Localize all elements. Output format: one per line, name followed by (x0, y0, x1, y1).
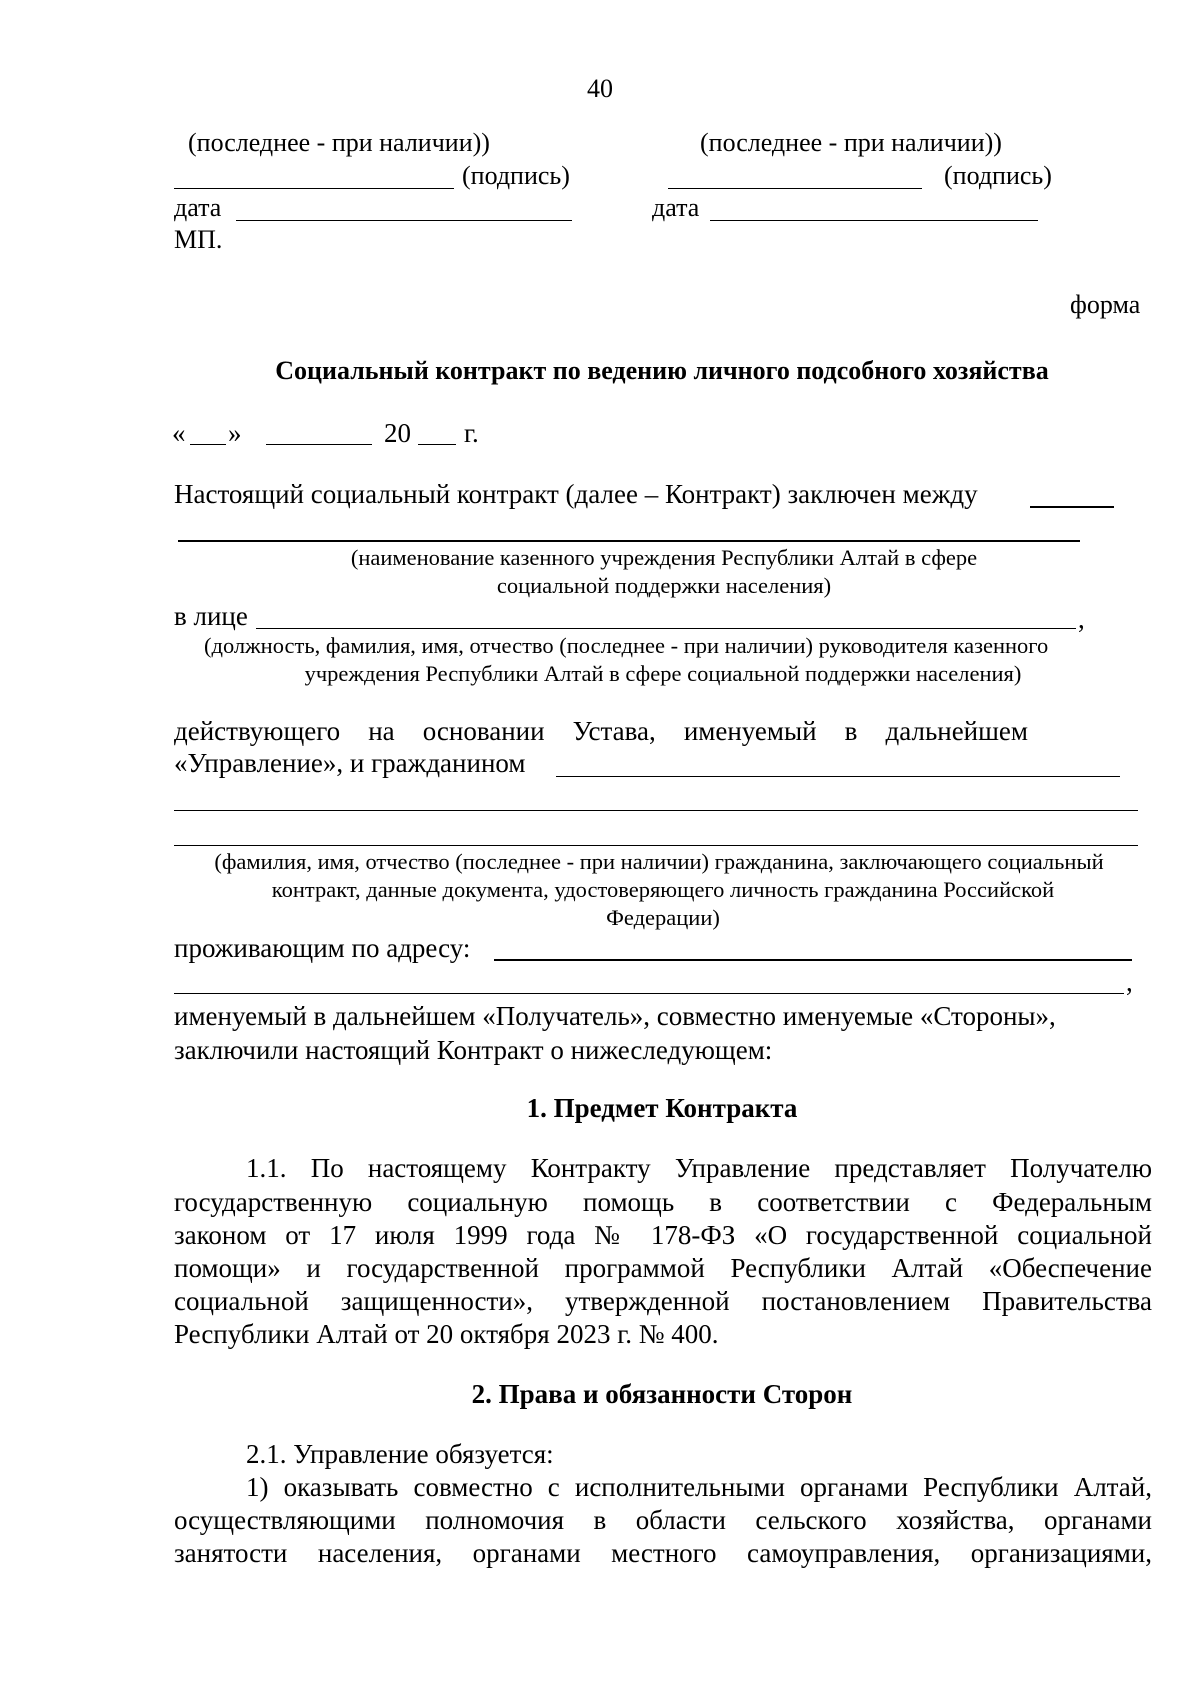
hint-3-line-1: (фамилия, имя, отчество (последнее - при наличии) гражданина, заключающего социальный (214, 849, 1104, 874)
right-date-label: дата (652, 193, 700, 222)
left-date-line (236, 220, 572, 221)
right-date-line (710, 220, 1038, 221)
hint-1-line-2: социальной поддержки населения) (496, 573, 832, 598)
form-label: форма (1070, 290, 1141, 319)
item-2-1: 2.1. Управление обязуется: (246, 1439, 554, 1469)
date-open-quote: « (172, 418, 186, 448)
named-line-2: заключили настоящий Контракт о нижеследующем: (174, 1035, 773, 1065)
hint-2-line-1: (должность, фамилия, имя, отчество (последнее - при наличии) руководителя казенного (204, 633, 1049, 658)
hint-2-line-2: учреждения Республики Алтай в сфере социальной поддержки населения) (304, 661, 1022, 686)
left-name-hint: (последнее - при наличии)) (188, 128, 490, 157)
year-line (418, 444, 456, 445)
citizen-line-1 (556, 776, 1120, 777)
date-close-quote: » (228, 418, 242, 448)
hint-3-line-3: Федерации) (606, 905, 720, 930)
document-title: Социальный контракт по ведению личного подсобного хозяйства (275, 356, 1049, 385)
section-2-heading: 2. Права и обязанности Сторон (471, 1379, 853, 1409)
right-name-hint: (последнее - при наличии)) (700, 128, 1002, 157)
left-date-label: дата (174, 193, 222, 222)
section-1-line-1: 1.1. По настоящему Контракту Управление представляет Получателю (246, 1153, 1152, 1183)
in-person-label: в лице (174, 601, 248, 631)
citizen-line-2 (174, 810, 1138, 811)
address-line-2 (174, 993, 1124, 994)
seal-label: МП. (174, 225, 223, 254)
hint-1-line-1: (наименование казенного учреждения Республики Алтай в сфере (350, 545, 978, 570)
right-sign-label: (подпись) (944, 161, 1052, 190)
page-number: 40 (587, 74, 613, 103)
day-line (190, 444, 226, 445)
section-1-line-3: законом от 17 июля 1999 года № 178-ФЗ «О государственной социальной (174, 1220, 1152, 1250)
section-1-line-4: помощи» и государственной программой Республики Алтай «Обеспечение (174, 1253, 1152, 1283)
named-line-1: именуемый в дальнейшем «Получатель», совместно именуемые «Стороны», (174, 1001, 1056, 1031)
item-1-line-3: занятости населения, органами местного самоуправления, организациями, (174, 1538, 1152, 1568)
year-suffix: г. (464, 418, 479, 448)
section-1-heading: 1. Предмет Контракта (526, 1093, 798, 1123)
left-sign-label: (подпись) (462, 161, 570, 190)
intro-fill-line-1 (1030, 506, 1114, 508)
address-comma: , (1126, 967, 1133, 997)
intro-fill-line-2 (178, 540, 1080, 542)
section-1-line-5: социальной защищенности», утвержденной постановлением Правительства (174, 1286, 1152, 1316)
left-signature-line (174, 188, 454, 189)
acting-line-2: «Управление», и гражданином (174, 748, 526, 778)
section-1-line-2: государственную социальную помощь в соответствии с Федеральным (174, 1187, 1152, 1217)
hint-3-line-2: контракт, данные документа, удостоверяющего личность гражданина Российской (271, 877, 1055, 902)
address-label: проживающим по адресу: (174, 933, 471, 963)
item-1-line-1: 1) оказывать совместно с исполнительными органами Республики Алтай, (246, 1472, 1152, 1502)
section-1-line-6: Республики Алтай от 20 октября 2023 г. № 400. (174, 1319, 719, 1349)
acting-line-1: действующего на основании Устава, именуемый в дальнейшем (174, 716, 1028, 746)
address-line-1 (494, 959, 1132, 961)
citizen-line-3 (174, 845, 1138, 846)
month-line (266, 444, 372, 445)
right-signature-line (668, 188, 922, 189)
in-person-line (256, 628, 1076, 629)
in-person-comma: , (1078, 604, 1085, 634)
intro-line-1: Настоящий социальный контракт (далее – Контракт) заключен между (174, 479, 978, 509)
year-prefix: 20 (384, 418, 411, 448)
item-1-line-2: осуществляющими полномочия в области сельского хозяйства, органами (174, 1505, 1152, 1535)
